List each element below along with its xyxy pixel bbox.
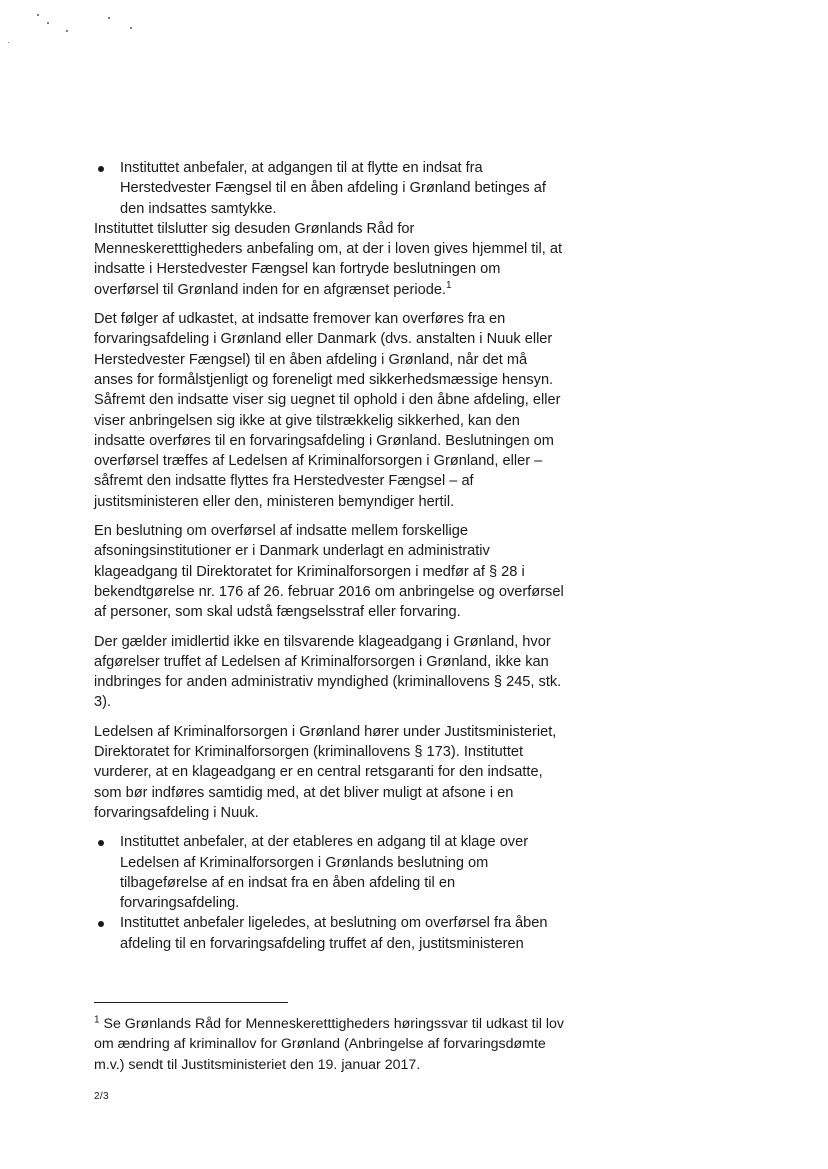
footnote-reference: 1 bbox=[446, 279, 452, 291]
paragraph: Ledelsen af Kriminalforsorgen i Grønland hører under Justitsministeriet, Direktoratet for Kriminalforsorgen (kriminallovens § 173). Instituttet vurderer, at en klageadgang er en central retsgaranti for den indsatte, som bør indføres samtidig med, at det bliver muligt at afsone i en forvaringsafdeling i Nuuk. bbox=[94, 723, 557, 821]
bullet-item bbox=[94, 832, 564, 913]
bullet-dot-icon bbox=[98, 166, 104, 172]
bullet-text: Instituttet anbefaler, at adgangen til at flytte en indsat fra Herstedvester Fængsel til en åben afdeling i Grønland betinges af den indsattes samtykke. bbox=[120, 160, 546, 217]
paragraph-text: Instituttet tilslutter sig desuden Grønlands Råd for Menneskeretttigheders anbefaling om, at der i loven gives hjemmel til, at indsatte i Herstedvester Fængsel kan fortryde beslutningen om overførsel til Grønland inden for en afgrænset periode. bbox=[94, 220, 563, 298]
page-number: 2/3 bbox=[94, 1091, 109, 1102]
document-body bbox=[94, 158, 564, 954]
footnote-marker: 1 bbox=[94, 1014, 100, 1026]
footnote-text: Se Grønlands Råd for Menneskeretttigheders høringssvar til udkast til lov om ændring af kriminallov for Grønland (Anbringelse af forvaringsdømte m.v.) sendt til Justitsministeriet den 19. januar 2017. bbox=[94, 1016, 565, 1073]
bullet-item bbox=[94, 913, 564, 954]
paragraph: Der gælder imidlertid ikke en tilsvarende klageadgang i Grønland, hvor afgørelser truffet af Ledelsen af Kriminalforsorgen i Grønland, ikke kan indbringes for anden administrativ myndighed (kriminallovens § 245, stk. 3). bbox=[94, 633, 562, 711]
paragraph: En beslutning om overførsel af indsatte mellem forskellige afsoningsinstitutioner er i Danmark underlagt en administrativ klageadgang til Direktoratet for Kriminalforsorgen i medfør af § 28 i bekendtgørelse nr. 176 af 26. februar 2016 om anbringelse og overførsel af personer, som skal udstå fængselsstraf eller forvaring. bbox=[94, 523, 564, 621]
bullet-text: Instituttet anbefaler, at der etableres en adgang til at klage over Ledelsen af Kriminalforsorgen i Grønlands beslutning om tilbageførelse af en indsat fra en åben afdeling til en forvaringsafdeling. bbox=[120, 834, 529, 912]
bullet-dot-icon bbox=[98, 840, 104, 846]
bullet-list bbox=[94, 832, 564, 954]
footnote bbox=[94, 1014, 564, 1075]
paragraph bbox=[94, 219, 564, 300]
bullet-dot-icon bbox=[98, 921, 104, 927]
bullet-text: Instituttet anbefaler ligeledes, at beslutning om overførsel fra åben afdeling til en forvaringsafdeling truffet af den, justitsministeren bbox=[120, 915, 548, 952]
footnote-separator bbox=[94, 1002, 288, 1003]
paragraph: Det følger af udkastet, at indsatte fremover kan overføres fra en forvaringsafdeling i Grønland eller Danmark (dvs. anstalten i Nuuk eller Herstedvester Fængsel) til en åben afdeling i Grønland, når det må anses for formålstjenligt og foreneligt med sikkerhedsmæssige hensyn. Såfremt den indsatte viser sig uegnet til ophold i den åbne afdeling, eller viser anbringelsen sig ikke at give tilstrækkelig sikkerhed, kan den indsatte overføres til en forvaringsafdeling i Grønland. Beslutningen om overførsel træffes af Ledelsen af Kriminalforsorgen i Grønland, eller – såfremt den indsatte flyttes fra Herstedvester Fængsel – af justitsministeren eller den, ministeren bemyndiger hertil. bbox=[94, 311, 561, 510]
bullet-item bbox=[94, 158, 564, 219]
